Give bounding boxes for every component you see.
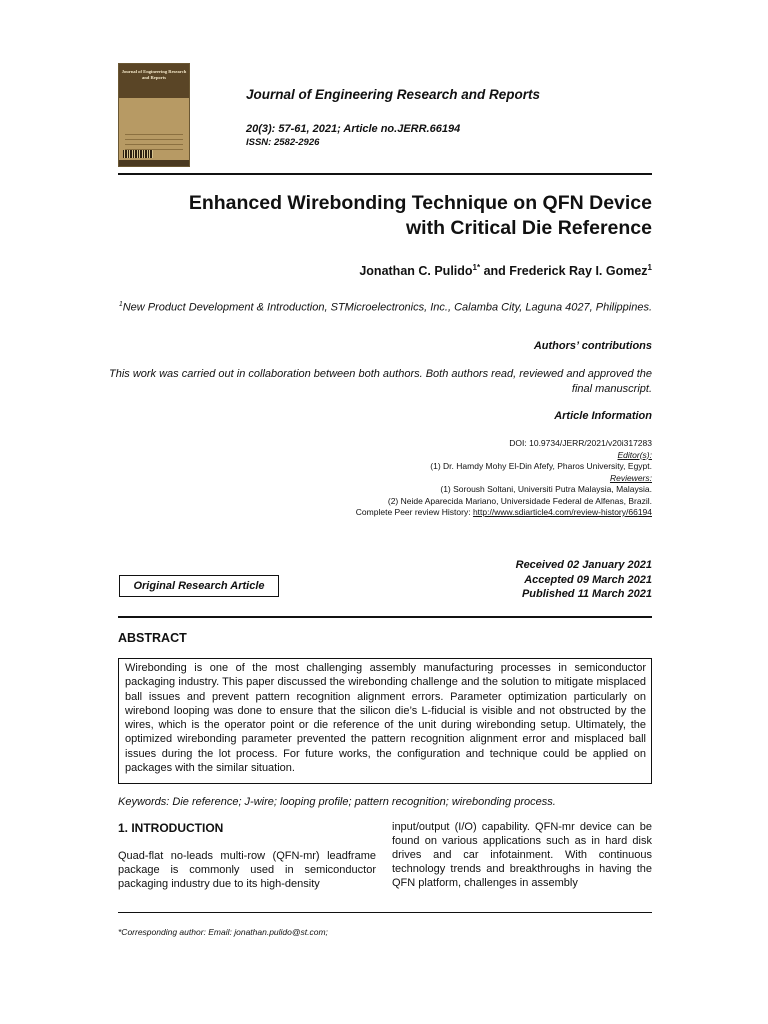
footnote-divider — [118, 912, 652, 913]
editors-label: Editor(s): — [617, 449, 652, 460]
journal-volume: 20(3): 57-61, 2021; Article no.JERR.66194 — [246, 123, 461, 135]
date-received: Received 02 January 2021 — [515, 559, 652, 571]
author-affiliation — [92, 297, 652, 316]
introduction-right-column: input/output (I/O) capability. QFN-mr device can be found on various applications such as in hard disk drives and car infotainment. With continuous technology trends and breakthroughs in having the QFN platform, challenges in assembly — [392, 821, 652, 889]
introduction-heading: 1. INTRODUCTION — [118, 821, 224, 835]
abstract-heading: ABSTRACT — [118, 631, 187, 645]
introduction-left-column: Quad-flat no-leads multi-row (QFN-mr) leadframe package is commonly used in semiconductor packaging industry due to its high-density — [118, 850, 376, 890]
affiliation-marker: 1 — [118, 301, 123, 308]
doi: DOI: 10.9734/JERR/2021/v20i317283 — [509, 438, 652, 448]
abstract-divider — [118, 616, 652, 618]
article-info — [92, 438, 652, 519]
paper-title-line-1: Enhanced Wirebonding Technique on QFN Device — [188, 192, 652, 214]
contributions-text: This work was carried out in collaboration between both authors. Both authors read, reviewed and approved the final manuscript. — [109, 368, 652, 395]
author-1: Jonathan C. Pulido — [359, 264, 473, 279]
cover-barcode — [123, 150, 153, 158]
article-type-badge: Original Research Article — [119, 575, 279, 597]
abstract-box: Wirebonding is one of the most challenging assembly manufacturing processes in semiconductor packaging industry. This paper discussed the wirebonding challenge and the solution to mitigate misplaced ball issues and prevent pattern recognition alignment errors. Parameter optimization particularly on wirebond looping was done to ensure that the silicon die’s L-fiducial is visible and not obstructed by the wires, which is the operator point or die reference of the unit during wirebonding setup. Ultimately, the optimized wirebonding parameter prevented the pattern recognition alignment error and misplaced ball issues during the lot process. For future works, the configuration and technique could be applied on packages with the similar situation. — [118, 658, 652, 784]
author-join: and — [480, 264, 510, 279]
date-accepted: Accepted 09 March 2021 — [524, 573, 652, 586]
journal-cover-image — [118, 63, 190, 167]
cover-title: Journal of Engineering Research and Reports — [121, 69, 187, 80]
reviewer-2: (2) Neide Aparecida Mariano, Universidade Federal de Alfenas, Brazil. — [387, 495, 652, 506]
review-history — [92, 507, 652, 519]
journal-issn: ISSN: 2582-2926 — [246, 137, 320, 148]
author-2: Frederick Ray I. Gomez — [509, 264, 648, 279]
journal-name: Journal of Engineering Research and Reports — [246, 87, 541, 102]
author-1-marker: 1* — [472, 263, 481, 272]
reviewer-1: (1) Soroush Soltani, Universiti Putra Malaysia, Malaysia. — [440, 484, 652, 494]
paper-title-line-2: with Critical Die Reference — [406, 217, 652, 239]
review-history-link[interactable]: http://www.sdiarticle4.com/review-history/66194 — [472, 507, 652, 517]
reviewers-label: Reviewers: — [609, 472, 652, 483]
publication-dates — [516, 558, 652, 602]
cover-footer-band — [119, 160, 189, 166]
date-published: Published 11 March 2021 — [521, 588, 652, 600]
paper-title — [92, 191, 652, 241]
header-divider — [118, 173, 652, 175]
keywords: Keywords: Die reference; J-wire; looping profile; pattern recognition; wirebonding process. — [118, 796, 556, 808]
editor-1: (1) Dr. Hamdy Mohy El-Din Afefy, Pharos University, Egypt. — [430, 461, 652, 471]
author-list — [359, 263, 652, 278]
affiliation-text: New Product Development & Introduction, STMicroelectronics, Inc., Calamba City, Laguna 4027, Philippines. — [122, 301, 652, 314]
review-history-label: Complete Peer review History: — [355, 507, 473, 517]
corresponding-author-footnote: *Corresponding author: Email: jonathan.pulido@st.com; — [118, 927, 328, 937]
contributions-heading: Authors’ contributions — [533, 340, 652, 352]
author-2-marker: 1 — [647, 263, 652, 272]
article-info-heading: Article Information — [554, 410, 652, 422]
